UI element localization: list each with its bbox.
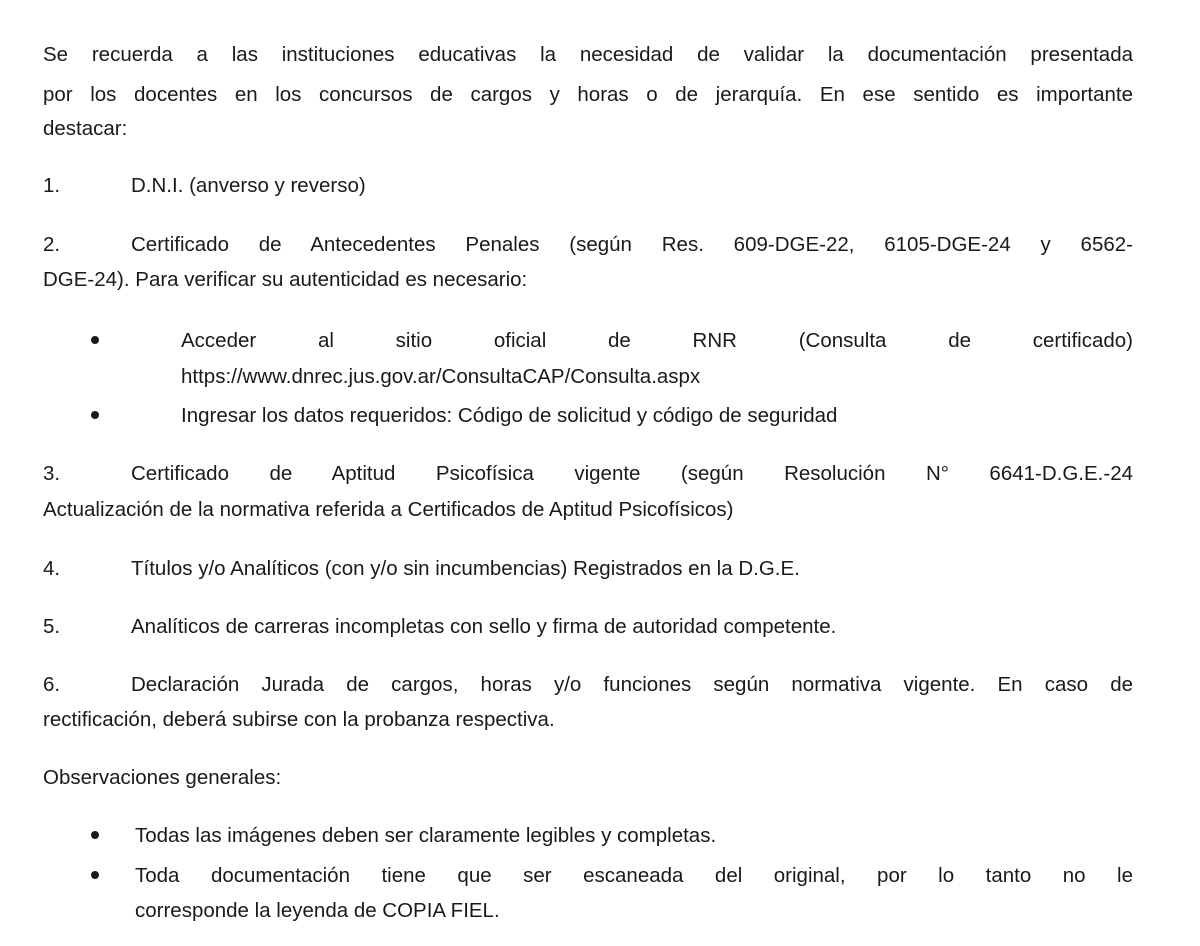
item-text: DGE-24). Para verificar su autenticidad es necesario: bbox=[43, 268, 528, 291]
item-text: D.N.I. (anverso y reverso) bbox=[131, 174, 366, 197]
bullet-text: Ingresar los datos requeridos: Código de solicitud y código de seguridad bbox=[181, 404, 838, 427]
text-line: por los docentes en los concursos de cargos y horas o de jerarquía. En ese sentido es importante bbox=[43, 83, 1133, 106]
item-text: Analíticos de carreras incompletas con sello y firma de autoridad competente. bbox=[131, 615, 837, 638]
bullet-text: Toda documentación tiene que ser escaneada del original, por lo tanto no le bbox=[135, 864, 1133, 887]
item-text: Certificado de Antecedentes Penales (según Res. 609-DGE-22, 6105-DGE-24 y 6562- bbox=[131, 233, 1133, 256]
bullet-icon bbox=[91, 336, 99, 344]
text-line: Se recuerda a las instituciones educativas la necesidad de validar la documentación presentada bbox=[43, 43, 1133, 66]
item-number: 1. bbox=[43, 174, 61, 197]
bullet-text: Acceder al sitio oficial de RNR (Consulta de certificado) bbox=[181, 329, 1133, 352]
url-text: https://www.dnrec.jus.gov.ar/ConsultaCAP/Consulta.aspx bbox=[181, 365, 701, 388]
item-text: rectificación, deberá subirse con la probanza respectiva. bbox=[43, 708, 555, 731]
bullet-icon bbox=[91, 871, 99, 879]
item-number: 2. bbox=[43, 233, 61, 256]
item-text: Declaración Jurada de cargos, horas y/o funciones según normativa vigente. En caso de bbox=[131, 673, 1133, 696]
bullet-text: Todas las imágenes deben ser claramente legibles y completas. bbox=[135, 824, 717, 847]
item-number: 5. bbox=[43, 615, 61, 638]
item-text: Actualización de la normativa referida a Certificados de Aptitud Psicofísicos) bbox=[43, 498, 734, 521]
bullet-icon bbox=[91, 411, 99, 419]
text-line: destacar: bbox=[43, 117, 128, 140]
item-text: Certificado de Aptitud Psicofísica vigente (según Resolución N° 6641-D.G.E.-24 bbox=[131, 462, 1133, 485]
item-number: 6. bbox=[43, 673, 61, 696]
item-text: Títulos y/o Analíticos (con y/o sin incumbencias) Registrados en la D.G.E. bbox=[131, 557, 800, 580]
observations-title: Observaciones generales: bbox=[43, 766, 282, 789]
item-number: 4. bbox=[43, 557, 61, 580]
item-number: 3. bbox=[43, 462, 61, 485]
bullet-text: corresponde la leyenda de COPIA FIEL. bbox=[135, 899, 500, 922]
bullet-icon bbox=[91, 831, 99, 839]
